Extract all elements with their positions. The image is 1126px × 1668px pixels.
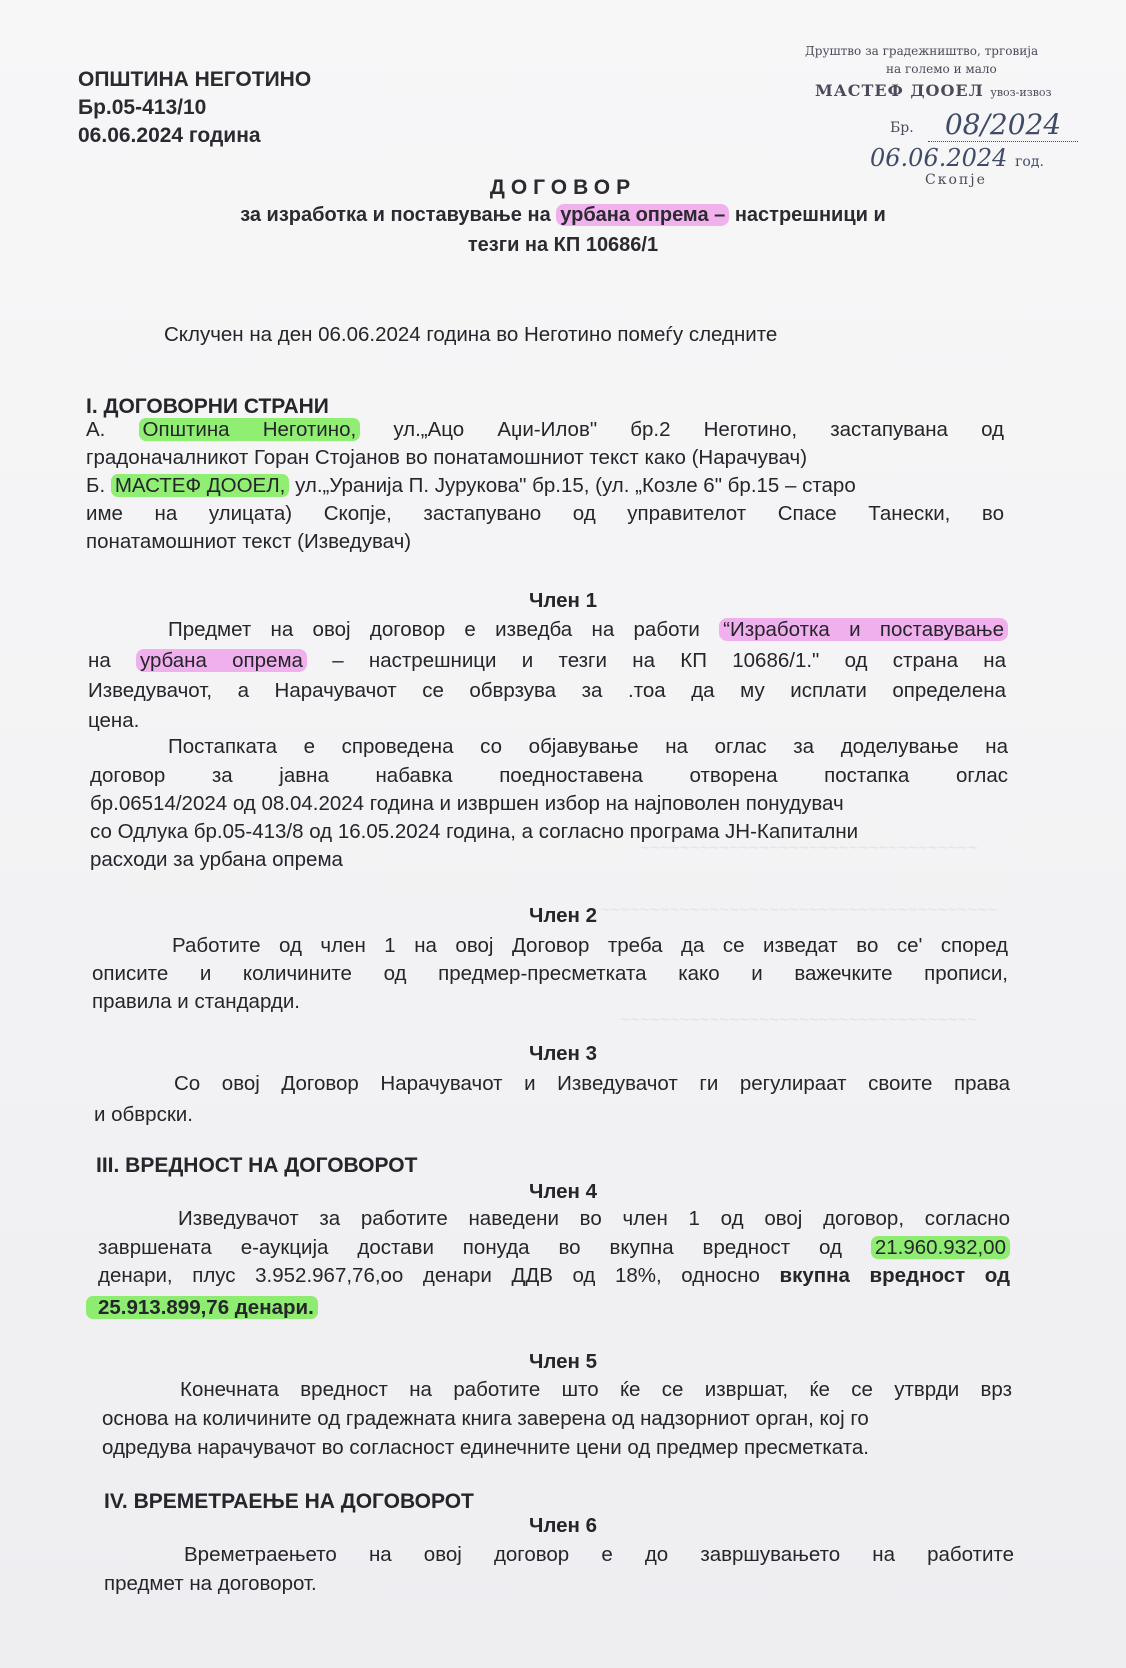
article-6-line-1: Времетраењето на овој договор е до завршувањето на работите — [184, 1543, 1014, 1566]
article-2-line-3: правила и стандарди. — [92, 990, 300, 1013]
bleed-through-text: ~~~~~~~~~~~~~~~~~~~~~~~~~~~~~~~~~~~~~~~~ — [600, 900, 998, 919]
stamp-handwritten-number: 08/2024 — [928, 108, 1078, 142]
article-6-heading: Член 6 — [528, 1514, 598, 1537]
municipality-name: ОПШТИНА НЕГОТИНО — [78, 68, 312, 91]
article-4-line-3: денари, плус 3.952.967,76,оо денари ДДВ од 18%, односно вкупна вредност од — [98, 1264, 1011, 1287]
stamp-company: МАСТЕФ ДООЕЛ увоз-извоз — [815, 81, 1052, 100]
article-4-heading: Член 4 — [528, 1180, 598, 1203]
article-1-p2-line-1: Постапката е спроведена со објавување на оглас за доделување на — [168, 735, 1008, 758]
contract-title: ДОГОВОР — [489, 176, 637, 199]
article-4-line-4 — [86, 1294, 318, 1322]
article-1-line-3: Изведувачот, а Нарачувачот се обврзува за .тоа да му исплати определена — [88, 679, 1006, 702]
article-2-heading: Член 2 — [528, 904, 598, 927]
article-1-p2-line-2: договор за јавна набавка поедноставена отворена постапка оглас — [90, 764, 1008, 787]
pink-highlight: урбана опрема — [136, 649, 307, 672]
article-5-line-2: основа на количините од градежната книга заверена од надзорниот орган, кој го — [102, 1407, 869, 1430]
stamp-city: Скопје — [925, 172, 987, 188]
article-5-heading: Член 5 — [528, 1350, 598, 1373]
article-2-line-1: Работите од член 1 на овој Договор треба да се изведат во се' според — [172, 934, 1008, 957]
party-b-line-2: име на улицата) Скопје, застапувано од управителот Спасе Танески, во — [86, 502, 1004, 525]
stamp-line-2: на големо и мало — [886, 62, 997, 76]
green-highlight: Општина Неготино, — [139, 418, 361, 441]
document-number: Бр.05-413/10 — [78, 96, 207, 119]
stamp-br-label: Бр. — [890, 120, 914, 136]
pink-highlight: “Изработка и поставување — [719, 618, 1008, 641]
article-1-line-1: Предмет на овој договор е изведба на работи “Изработка и поставување — [168, 616, 1008, 644]
party-b-line-1: Б. МАСТЕФ ДООЕЛ, ул.„Уранија П. Јурукова" бр.15, (ул. „Козле 6" бр.15 – старо — [86, 474, 856, 497]
article-3-heading: Член 3 — [528, 1042, 598, 1065]
party-a-line-2: градоначалникот Горан Стојанов во понатамошниот текст како (Нарачувач) — [86, 446, 808, 469]
contract-subtitle-line-2: тезги на КП 10686/1 — [467, 234, 659, 256]
article-1-line-2: на урбана опрема – настрешници и тезги на КП 10686/1." од страна на — [88, 649, 1006, 672]
article-1-p2-line-5: расходи за урбана опрема — [90, 848, 343, 871]
section-heading-duration: IV. ВРЕМЕТРАЕЊЕ НА ДОГОВОРОТ — [104, 1490, 474, 1513]
article-5-line-1: Конечната вредност на работите што ќе се извршат, ќе се утврди врз — [180, 1378, 1012, 1401]
article-4-line-1: Изведувачот за работите наведени во член 1 од овој договор, согласно — [178, 1207, 1010, 1230]
stamp-line-1: Друштво за градежништво, трговија — [805, 44, 1039, 58]
green-highlight: 25.913.899,76 денари. — [86, 1296, 318, 1319]
article-1-heading: Член 1 — [528, 589, 598, 612]
section-heading-value: III. ВРЕДНОСТ НА ДОГОВОРОТ — [96, 1154, 418, 1177]
article-3-line-1: Со овој Договор Нарачувачот и Изведувачот ги регулираат своите права — [174, 1072, 1010, 1095]
party-a-line-1: А. Општина Неготино, ул.„Ацо Аџи-Илов" бр.2 Неготино, застапувана од — [86, 418, 1005, 441]
intro-text: Склучен на ден 06.06.2024 година во Неготино помеѓу следните — [164, 323, 778, 346]
bleed-through-text: ~~~~~~~~~~~~~~~~~~~~~~~~~~~~~~~~~~ — [640, 838, 978, 857]
article-1-p2-line-4: со Одлука бр.05-413/8 од 16.05.2024 година, а согласно програма ЈН-Капитални — [90, 820, 859, 843]
green-highlight: МАСТЕФ ДООЕЛ, — [111, 474, 290, 497]
document-header — [78, 66, 311, 150]
article-3-line-2: и обврски. — [94, 1103, 193, 1126]
stamp-handwritten-date: 06.06.2024 год. — [870, 144, 1044, 172]
article-4-line-2: завршената е-аукција достави понуда во вкупна вредност од 21.960.932,00 — [98, 1234, 1010, 1262]
article-6-line-2: предмет на договорот. — [104, 1572, 317, 1595]
pink-highlight: урбана опрема – — [556, 204, 729, 226]
article-1-p2-line-3: бр.06514/2024 од 08.04.2024 година и извршен избор на најповолен понудувач — [90, 792, 844, 815]
section-heading-parties: I. ДОГОВОРНИ СТРАНИ — [86, 395, 329, 418]
contract-subtitle-line-1: за изработка и поставување на урбана опрема – настрешници и — [240, 204, 886, 226]
article-2-line-2: описите и количините од предмер-пресметката како и важечките прописи, — [92, 962, 1008, 985]
article-5-line-3: одредува нарачувачот во согласност единечните цени од предмер пресметката. — [102, 1436, 869, 1459]
document-date: 06.06.2024 година — [78, 124, 261, 147]
bleed-through-text: ~~~~~~~~~~~~~~~~~~~~~~~~~~~~~~~~~~~~ — [620, 1010, 978, 1029]
green-highlight: 21.960.932,00 — [871, 1236, 1010, 1259]
article-1-line-4: цена. — [88, 709, 140, 732]
party-b-line-3: понатамошниот текст (Изведувач) — [86, 530, 412, 553]
